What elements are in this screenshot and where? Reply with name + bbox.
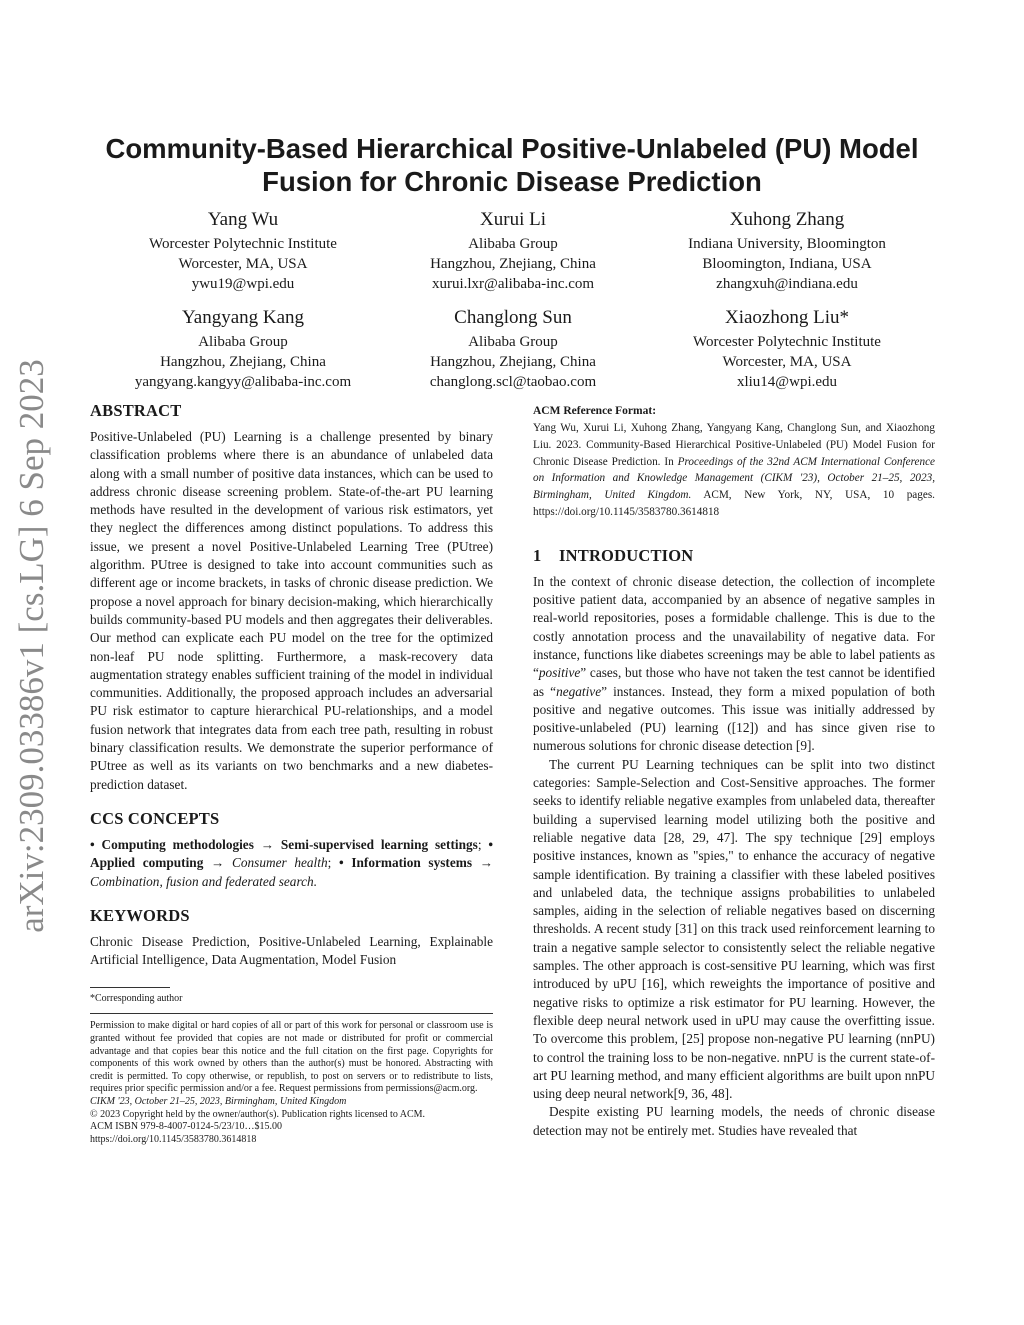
ccs-subterm: Consumer health <box>232 855 328 871</box>
section-number: 1 <box>533 545 542 565</box>
acm-reference-heading: ACM Reference Format: <box>533 405 657 417</box>
ccs-subterm: Combination, fusion and federated search. <box>90 873 318 889</box>
author-affiliation: Alibaba Group <box>198 334 288 350</box>
arrow-icon: → <box>211 855 225 871</box>
intro-paragraph-2: The current PU Learning techniques can be split into two distinct categories: Sample-Selection and Cost-Sensitive approaches. The former seeks to identify reliable negative examples from unlabeled data, thereafter building a supervised learning model utilizing both the positive and reliable negative data [28, 29, 47]. The spy technique [29] employs positive instances, known as "spies," to enhance the accuracy of negative sample identification. By training a classifier with these labeled positives and unlabeled data, the technique assigns probabilities to unlabeled samples, aiding in the selection of reliable negatives based on discerning thresholds. A recent study [31] on this track used reinforcement learning to train a negative sample selector to consistently select the reliable negative samples. The other approach is cost-sensitive PU learning, which was first introduced by uPU [16], which reweights the importance of positive and negative risks to optimize a risk estimator for PU learning. However, the flexible deep neural network used in uPU may cause the overfitting issue. To overcome this problem, [25] propose non-negative PU learning (nnPU) to control the training loss to be non-negative. nnPU is the current state-of-art PU learning method, and many efficient algorithms are built upon nnPU using deep neural network[9, 36, 48]. <box>533 756 935 1102</box>
right-column <box>533 400 935 1140</box>
ccs-separator: ; <box>477 836 489 852</box>
keywords-text: Chronic Disease Prediction, Positive-Unlabeled Learning, Explainable Artificial Intelligence, Data Augmentation, Model Fusion <box>90 933 493 968</box>
author-email: ywu19@wpi.edu <box>191 276 295 292</box>
author-affiliation: Alibaba Group <box>468 236 558 252</box>
author-affiliation: Alibaba Group <box>468 334 558 350</box>
isbn-line: ACM ISBN 979-8-4007-0124-5/23/10…$15.00 <box>90 1121 282 1133</box>
ccs-term: • Information systems <box>338 855 473 871</box>
emphasis-negative: negative <box>556 683 602 699</box>
author-email: zhangxuh@indiana.edu <box>716 276 858 292</box>
arxiv-identifier: arXiv:2309.03386v1 [cs.LG] 6 Sep 2023 <box>12 359 51 933</box>
author-affiliation: Worcester Polytechnic Institute <box>693 334 881 350</box>
ccs-term: • Computing methodologies <box>90 836 254 852</box>
doi-link[interactable]: https://doi.org/10.1145/3583780.3614818 <box>90 1133 257 1145</box>
acm-reference-publisher: ACM, New York, NY, USA, 10 pages. https://doi.org/10.1145/3583780.3614818 <box>533 489 935 518</box>
author-block <box>93 306 393 392</box>
introduction-heading <box>533 545 935 567</box>
abstract-heading: ABSTRACT <box>90 401 182 420</box>
ccs-concepts <box>90 836 493 891</box>
text-run: In the context of chronic disease detection, the collection of incomplete positive patient data, accompanied by an absence of negative samples in real-world repositories, poses a formidable challenge. This is due to the costly annotation process and the unavailability of negative data. For instance, functions like diabetes screenings may be able to label patients as “ <box>533 573 935 681</box>
acm-reference-authors: Yang Wu, Xurui Li, Xuhong Zhang, Yangyang Kang, Changlong Sun, and Xiaozhong Liu. 2023. Community-Based Hierarchical Positive-Unlabeled (PU) Model Fusion for Chronic Disease Prediction. In <box>533 422 935 468</box>
author-location: Bloomington, Indiana, USA <box>702 256 872 272</box>
copyright-line: © 2023 Copyright held by the owner/author(s). Publication rights licensed to ACM. <box>90 1108 426 1120</box>
arrow-icon: → <box>479 855 493 871</box>
author-affiliation: Worcester Polytechnic Institute <box>149 236 337 252</box>
intro-paragraph-3: Despite existing PU learning models, the needs of chronic disease detection may not be entirely met. Studies have revealed that <box>533 1104 935 1138</box>
author-location: Hangzhou, Zhejiang, China <box>430 256 596 272</box>
acm-reference-text <box>533 420 935 521</box>
permission-rule <box>90 1013 493 1014</box>
text-run: ” cases, but those who have not taken the test cannot be identified as “ <box>533 665 935 699</box>
author-email: xliu14@wpi.edu <box>736 374 838 390</box>
title-line-1: Community-Based Hierarchical Positive-Unlabeled (PU) Model <box>105 133 919 164</box>
author-block <box>93 208 393 294</box>
section-title: INTRODUCTION <box>559 545 694 565</box>
ccs-separator: ; <box>327 855 339 871</box>
author-name: Xuhong Zhang <box>729 209 845 230</box>
intro-paragraph-1 <box>533 573 935 756</box>
footnote: *Corresponding author <box>90 993 183 1005</box>
text-run: ” instances. Instead, they form a mixed population of both positive and negative outcomes. This issue was initially addressed by positive-unlabeled (PU) learning ([12]) and has since given rise to numerous solutions for chronic disease detection [9]. <box>533 683 935 754</box>
acm-reference-venue: Proceedings of the 32nd ACM International Conference on Information and Knowledge Management (CIKM '23), October 21–25, 2023, Birmingham, United Kingdom. <box>533 455 936 502</box>
author-location: Hangzhou, Zhejiang, China <box>430 354 596 370</box>
author-email: yangyang.kangyy@alibaba-inc.com <box>134 374 352 390</box>
author-email: xurui.lxr@alibaba-inc.com <box>431 276 595 292</box>
permission-statement: Permission to make digital or hard copies of all or part of this work for personal or classroom use is granted without fee provided that copies are not made or distributed for profit or commercial advantage and that copies bear this notice and the full citation on the first page. Copyrights for components of this work owned by others than the author(s) must be honored. Abstracting with credit is permitted. To copy otherwise, or republish, to post on servers or to redistribute to lists, requires prior specific permission and/or a fee. Request permissions from permissions@acm.org. <box>90 1020 493 1095</box>
ccs-heading: CCS CONCEPTS <box>90 808 220 828</box>
author-block <box>363 306 663 392</box>
emphasis-positive: positive <box>538 665 581 681</box>
author-name: Changlong Sun <box>454 307 572 328</box>
author-affiliation: Indiana University, Bloomington <box>688 236 886 252</box>
title-line-2: Fusion for Chronic Disease Prediction <box>262 166 762 197</box>
author-location: Hangzhou, Zhejiang, China <box>160 354 326 370</box>
abstract-text: Positive-Unlabeled (PU) Learning is a challenge presented by binary classification problems where there is an abundance of unlabeled data along with a small number of positive data instances, which can be used to address chronic disease screening problem. State-of-the-art PU learning methods have resulted in the development of various risk estimators, yet they neglect the differences among distinct populations. To address this issue, we present a novel Positive-Unlabeled Learning Tree (PUtree) algorithm. PUtree is designed to take into account communities such as different age or income brackets, in tasks of chronic disease prediction. We propose a novel approach for binary decision-making, which hierarchically builds community-based PU models and then aggregates their deliverables. Our method can explicate each PU model on the tree for the optimized non-leaf PU node splitting. Furthermore, a mask-recovery data augmentation strategy enables sufficient training of the model in individual communities. Additionally, the proposed approach includes an adversarial PU risk estimator to capture hierarchical PU-relationships, and a model fusion network that integrates data from each tree path, resulting in robust binary classification results. We demonstrate the superior performance of PUtree as well as its variants on two benchmarks and a new diabetes-prediction dataset. <box>90 429 493 792</box>
author-location: Worcester, MA, USA <box>178 256 308 272</box>
author-email: changlong.scl@taobao.com <box>429 374 597 390</box>
author-location: Worcester, MA, USA <box>722 354 852 370</box>
left-column <box>90 400 493 1146</box>
author-name: Yang Wu <box>207 209 279 230</box>
author-block <box>637 306 937 392</box>
ccs-term: • Applied computing <box>90 836 494 871</box>
keywords-heading: KEYWORDS <box>90 905 190 925</box>
arrow-icon: → <box>260 836 275 852</box>
author-block <box>363 208 663 294</box>
author-block <box>637 208 937 294</box>
paper-title <box>90 132 934 198</box>
conference-line: CIKM '23, October 21–25, 2023, Birmingham, United Kingdom <box>90 1095 347 1107</box>
author-name: Xurui Li <box>480 209 546 230</box>
author-name: Xiaozhong Liu* <box>724 307 849 328</box>
author-name: Yangyang Kang <box>181 307 305 328</box>
ccs-term: Semi-supervised learning settings <box>280 836 478 852</box>
footnote-rule <box>90 987 170 988</box>
